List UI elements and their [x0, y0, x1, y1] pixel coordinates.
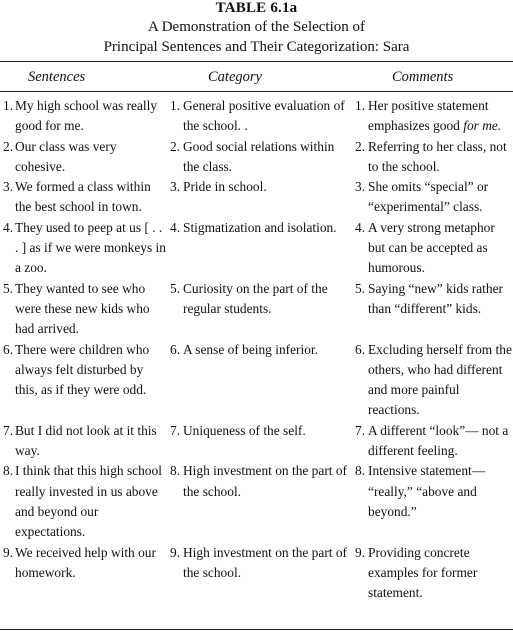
comment-text-wrapper: [368, 96, 513, 137]
sentence-cell: [0, 137, 167, 178]
sentence-number: 6.: [3, 341, 14, 357]
comment-cell: [354, 340, 513, 421]
category-cell: [167, 461, 354, 502]
comment-number: 1.: [355, 98, 366, 113]
sentence-cell: [0, 340, 167, 401]
category-number: 8.: [170, 463, 181, 479]
table-row: [0, 279, 513, 340]
comment-cell: [354, 461, 513, 522]
table-caption: [0, 17, 513, 57]
category-cell: [167, 96, 354, 137]
category-number: 9.: [170, 544, 181, 560]
sentence-cell: [0, 279, 167, 340]
comment-italic-text: for me.: [463, 118, 502, 134]
table-row: [0, 137, 513, 178]
sentence-text: I think that this high school really invested in us above and beyond our expectations.: [15, 463, 162, 540]
table-top-rule: [0, 61, 513, 62]
sentence-cell: [0, 96, 167, 137]
caption-line-1: A Demonstration of the Selection of: [147, 19, 366, 35]
comment-text: A very strong metaphor but can be accepted as humorous.: [368, 219, 495, 276]
sentence-cell: [0, 177, 167, 218]
header-comments: Comments: [392, 69, 454, 85]
sentence-text: My high school was really good for me.: [15, 98, 158, 134]
comment-cell: [354, 421, 513, 462]
comment-text: Providing concrete examples for former statement.: [368, 544, 478, 601]
category-text: General positive evaluation of the school. .: [183, 98, 345, 134]
header-category: Category: [208, 69, 262, 85]
sentence-text: They wanted to see who were these new kids who had arrived.: [15, 280, 150, 337]
table-row: [0, 543, 513, 604]
category-number: 5.: [170, 280, 181, 296]
comment-text: Referring to her class, not to the school.: [368, 138, 507, 174]
sentence-number: 9.: [3, 544, 14, 560]
sentence-number: 8.: [3, 463, 14, 479]
comment-cell: [354, 177, 513, 218]
sentence-number: 3.: [3, 179, 14, 195]
category-text: Pride in school.: [183, 179, 267, 195]
category-cell: [167, 218, 354, 238]
sentence-number: 2.: [3, 138, 14, 154]
category-cell: [167, 279, 354, 320]
comment-number: 3.: [355, 179, 366, 195]
sentence-text: There were children who always felt disturbed by this, as if they were odd.: [15, 341, 150, 398]
table-row: [0, 340, 513, 421]
table-body: [0, 96, 513, 603]
comment-text: Intensive statement— “really,” “above and beyond.”: [368, 463, 486, 519]
sentence-number: 5.: [3, 280, 14, 296]
category-text: Uniqueness of the self.: [183, 422, 306, 438]
category-number: 1.: [170, 98, 181, 113]
comment-number: 6.: [355, 341, 366, 357]
comment-number: 5.: [355, 280, 366, 296]
category-text: High investment on the part of the school.: [183, 463, 348, 499]
category-number: 7.: [170, 422, 181, 438]
category-number: 3.: [170, 179, 181, 195]
sentence-cell: [0, 461, 167, 542]
sentence-cell: [0, 543, 167, 584]
table-header-rule: [0, 91, 513, 92]
sentence-text: They used to peep at us [ . . . ] as if we were monkeys in a zoo.: [15, 219, 166, 276]
comment-text: A different “look”— not a different feeling.: [368, 422, 509, 459]
sentence-number: 7.: [3, 422, 14, 438]
comment-cell: [354, 543, 513, 604]
comment-text: Her positive statement emphasizes good: [368, 98, 489, 134]
category-text: High investment on the part of the school.: [183, 544, 348, 580]
sentence-cell: [0, 218, 167, 279]
comment-number: 2.: [355, 138, 366, 154]
comment-cell: [354, 137, 513, 178]
comment-number: 9.: [355, 544, 366, 560]
category-cell: [167, 340, 354, 360]
category-text: A sense of being inferior.: [183, 341, 318, 357]
category-number: 4.: [170, 219, 181, 235]
table-row: [0, 177, 513, 218]
category-number: 6.: [170, 341, 181, 357]
sentence-number: 1.: [3, 98, 14, 113]
sentence-text: We formed a class within the best school in town.: [15, 179, 151, 215]
table-label: TABLE 6.1a: [215, 0, 298, 16]
category-cell: [167, 137, 354, 178]
comment-cell: [354, 218, 513, 279]
sentence-text: But I did not look at it this way.: [15, 422, 157, 459]
comment-number: 8.: [355, 463, 366, 479]
comment-text: Excluding herself from the others, who had different and more painful reactions.: [368, 341, 512, 418]
caption-line-2: Principal Sentences and Their Categorization: Sara: [103, 39, 410, 55]
sentence-number: 4.: [3, 219, 14, 235]
table-row: [0, 421, 513, 462]
category-text: Good social relations within the class.: [183, 138, 335, 174]
category-text: Curiosity on the part of the regular students.: [183, 280, 328, 316]
category-text: Stigmatization and isolation.: [183, 219, 337, 235]
comment-text: She omits “special” or “experimental” class.: [368, 179, 489, 215]
sentence-text: We received help with our homework.: [15, 544, 156, 580]
category-cell: [167, 177, 354, 197]
category-cell: [167, 543, 354, 584]
comment-text: Saying “new” kids rather than “different” kids.: [368, 280, 503, 316]
sentence-cell: [0, 421, 167, 462]
comment-number: 7.: [355, 422, 366, 438]
category-number: 2.: [170, 138, 181, 154]
comment-cell: [354, 96, 513, 137]
comment-number: 4.: [355, 219, 366, 235]
header-sentences: Sentences: [28, 69, 86, 85]
category-cell: [167, 421, 354, 441]
table-row: [0, 218, 513, 279]
table-row: [0, 461, 513, 542]
table-row: [0, 96, 513, 137]
table-bottom-rule: [0, 629, 513, 630]
comment-cell: [354, 279, 513, 320]
table-header-row: [0, 67, 513, 87]
sentence-text: Our class was very cohesive.: [15, 138, 117, 174]
